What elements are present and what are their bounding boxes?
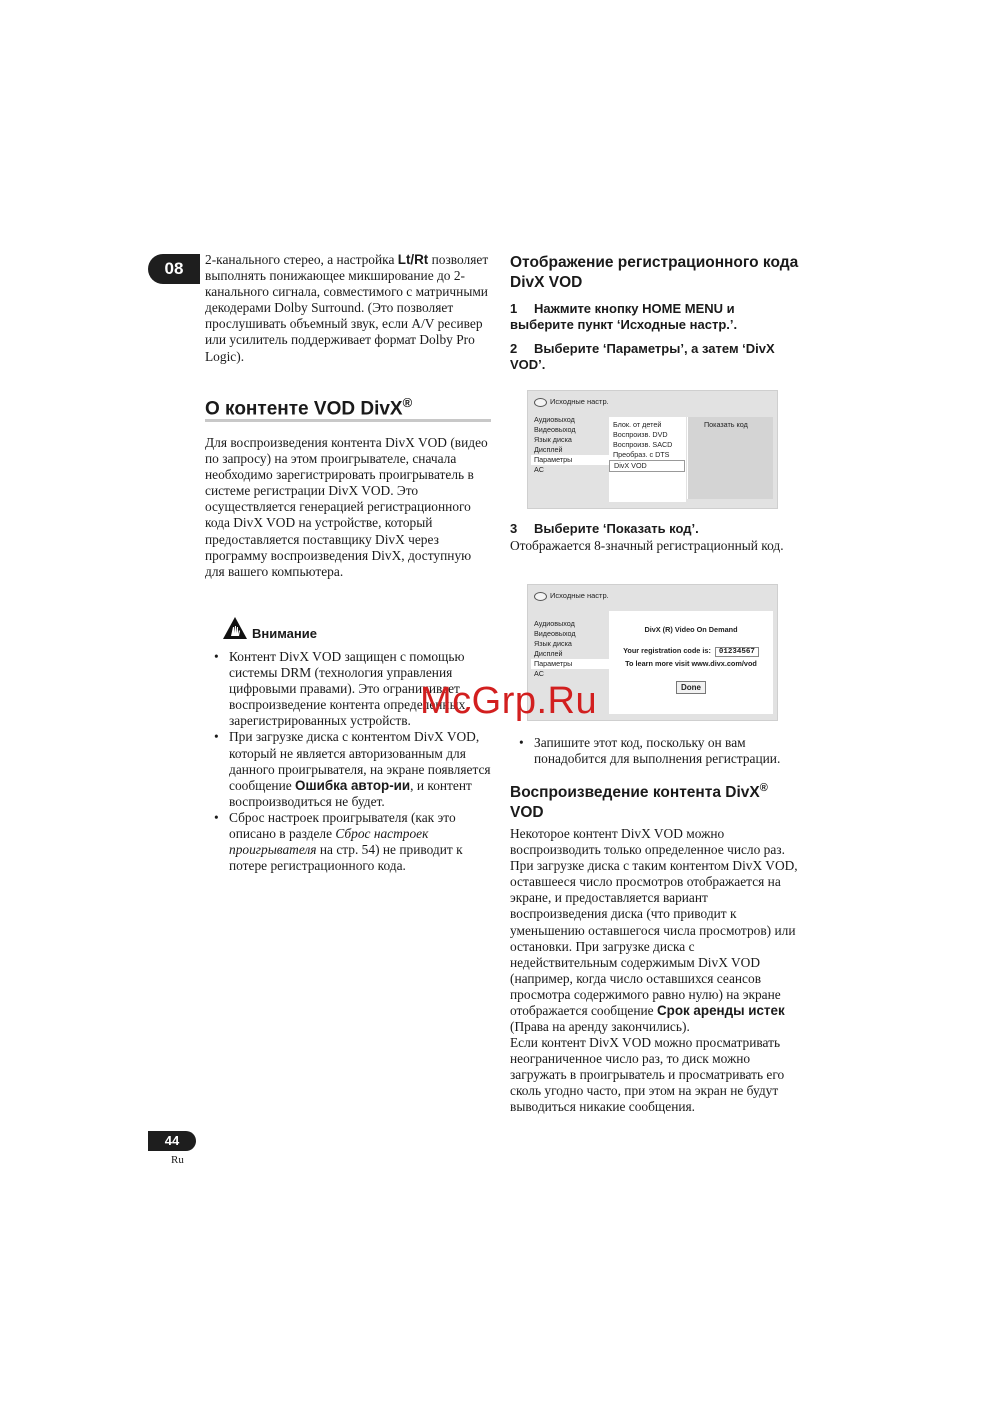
screen-title: Исходные настр. — [534, 395, 609, 409]
disc-icon — [534, 398, 547, 407]
setup-screen-1 — [527, 390, 778, 509]
right-heading-playback: Воспроизведение контента DivX® VOD — [510, 782, 768, 822]
playback-body: Некоторое контент DivX VOD можно воспроизводить только определенное число раз. При загрузке диска с таким контентом DivX VOD, оставшееся число просмотров отображается на экране, и предоставляется вариант воспроизведения диска (что приводит к уменьшению оставшегося числа просмотров) или остановки. При загрузке диска с недействительным содержимым DivX VOD (например, когда число оставшихся сеансов просмотра содержимого равно нулю) на экране отображается сообщение Срок аренды истек (Права на аренду закончились). — [510, 826, 798, 1035]
page-language: Ru — [171, 1154, 184, 1166]
submenu-item-selected[interactable]: DivX VOD — [609, 460, 685, 472]
setup-menu — [534, 415, 614, 475]
submenu-item[interactable]: Воспроизв. SACD — [613, 440, 673, 449]
submenu-item[interactable]: Воспроизв. DVD — [613, 430, 668, 439]
chapter-tab: 08 — [148, 254, 200, 284]
menu-item[interactable]: Язык диска — [534, 639, 572, 648]
caution-item: • При загрузке диска с контентом DivX VOD, который не является авторизованным для данного проигрывателя, на экране появляется сообщение Ошибка автор-ии, и контент воспроизводиться не будет. — [205, 729, 495, 809]
step-2: 2 Выберите ‘Параметры’, а затем ‘DivX VOD’. — [510, 341, 775, 372]
playback-body-2: Если контент DivX VOD можно просматривать неограниченное число раз, то диск можно загружать в проигрыватель и просматривать его сколь угодно часто, при этом на экран не будут выводиться никакие сообщения. — [510, 1035, 785, 1115]
menu-item[interactable]: Аудиовыход — [534, 619, 575, 628]
right-heading-reg-code: Отображение регистрационного кода DivX VOD — [510, 254, 799, 291]
menu-item[interactable]: AC — [534, 465, 544, 474]
caution-block — [205, 616, 495, 874]
menu-item[interactable]: Видеовыход — [534, 425, 576, 434]
intro-paragraph: 2-канального стерео, а настройка Lt/Rt позволяет выполнять понижающее микширование до 2-канального сигнала, совместимого с матричными декодерами Dolby Surround. (Это позволяет прослушивать объемный звук, если A/V ресивер или усилитель поддерживает формат Dolby Pro Logic). — [205, 252, 489, 364]
setup-menu — [534, 619, 614, 679]
step-3: 3 Выберите ‘Показать код’. — [510, 521, 699, 536]
show-code-panel — [687, 417, 773, 499]
caution-item: • Контент DivX VOD защищен с помощью системы DRM (технология управления цифровыми правами). Это ограничивает воспроизведение контента определенных зарегистрированных устройств. — [205, 649, 495, 729]
step-1: 1 Нажмите кнопку HOME MENU и выберите пункт ‘Исходные настр.’. — [510, 301, 738, 332]
submenu-item[interactable]: Преобраз. с DTS — [613, 450, 670, 459]
caution-header — [205, 616, 495, 644]
registration-code: 01234567 — [715, 647, 759, 657]
submenu-item[interactable]: Блок. от детей — [613, 420, 662, 429]
section-heading-divx-vod: О контенте VOD DivX® — [205, 395, 413, 420]
dialog-title: DivX (R) Video On Demand — [644, 625, 738, 634]
menu-item[interactable]: AC — [534, 669, 544, 678]
menu-item[interactable]: Язык диска — [534, 435, 572, 444]
note-list — [510, 735, 800, 767]
menu-item[interactable]: Видеовыход — [534, 629, 576, 638]
watermark: McGrp.Ru — [420, 680, 598, 722]
menu-item-selected[interactable]: Параметры — [531, 659, 620, 669]
disc-icon — [534, 592, 547, 601]
section-rule — [205, 419, 491, 422]
registration-line: Your registration code is: 01234567 — [609, 646, 773, 657]
done-button[interactable]: Done — [676, 681, 706, 694]
page-number: 44 — [148, 1131, 196, 1151]
menu-item-selected[interactable]: Параметры — [531, 455, 620, 465]
menu-item[interactable]: Аудиовыход — [534, 415, 575, 424]
caution-item: • Сброс настроек проигрывателя (как это описано в разделе Сброс настроек проигрывателя на стр. 54) не приводит к потере регистрационного кода. — [205, 810, 495, 874]
options-submenu — [609, 417, 686, 502]
warning-icon — [222, 616, 248, 640]
registration-dialog — [609, 611, 773, 714]
note-item: • Запишите этот код, поскольку он вам понадобится для выполнения регистрации. — [510, 735, 800, 767]
screen-title: Исходные настр. — [534, 589, 609, 603]
caution-title: Внимание — [252, 626, 317, 641]
step-3-desc: Отображается 8-значный регистрационный код. — [510, 538, 784, 553]
divx-vod-body: Для воспроизведения контента DivX VOD (видео по запросу) на этом проигрывателе, сначала необходимо зарегистрировать проигрыватель в системе регистрации DivX VOD. Это осуществляется генерацией регистрационного кода DivX VOD на устройстве, который предоставляется поставщику DivX через программу воспроизведения DivX, доступную для вашего компьютера. — [205, 435, 488, 579]
menu-item[interactable]: Дисплей — [534, 445, 563, 454]
show-code-option[interactable]: Показать код — [704, 420, 748, 429]
menu-item[interactable]: Дисплей — [534, 649, 563, 658]
learn-more-text: To learn more visit www.divx.com/vod — [625, 659, 757, 668]
